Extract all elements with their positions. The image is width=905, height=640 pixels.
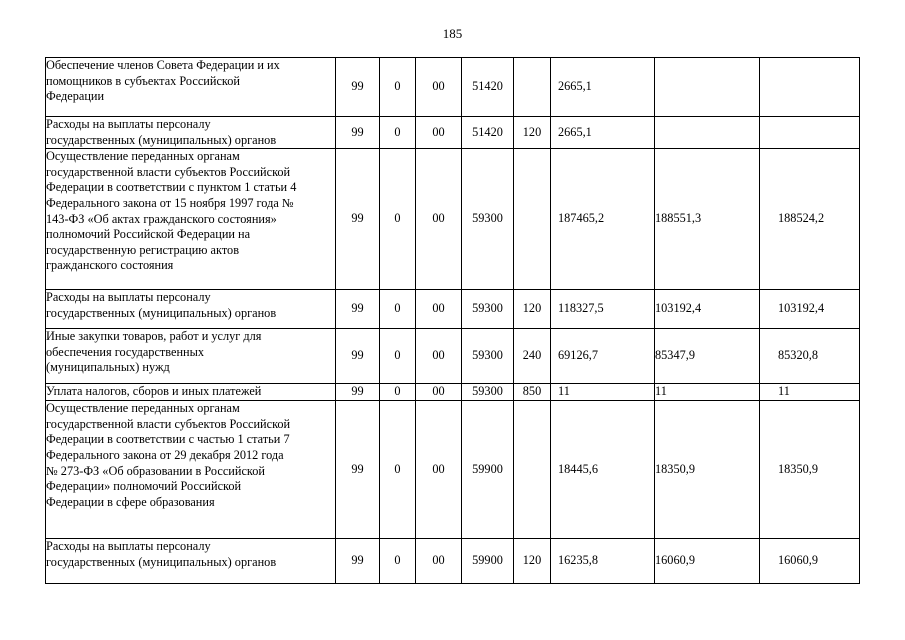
description-line: обеспечения государственных — [46, 344, 205, 359]
table-row — [46, 58, 860, 117]
description-line: (муниципальных) нужд — [46, 360, 170, 375]
description-line: Уплата налогов, сборов и иных платежей — [46, 384, 262, 399]
code-cell: 240 — [514, 329, 551, 384]
description-line: государственных (муниципальных) органов — [46, 305, 277, 320]
amount-cell: 85347,9 — [655, 329, 760, 384]
description-line: Расходы на выплаты персоналу — [46, 117, 211, 131]
code-cell: 0 — [380, 384, 416, 401]
amount-cell: 11 — [760, 384, 860, 401]
code-cell: 59900 — [462, 539, 514, 584]
item-description — [46, 149, 336, 290]
description-line: 143-ФЗ «Об актах гражданского состояния» — [46, 211, 277, 226]
description-line: Иные закупки товаров, работ и услуг для — [46, 329, 262, 344]
amount-cell: 188524,2 — [760, 149, 860, 290]
description-line: Федерации в сфере образования — [46, 494, 215, 509]
code-cell: 850 — [514, 384, 551, 401]
description-line: Осуществление переданных органам — [46, 401, 240, 416]
code-cell: 0 — [380, 149, 416, 290]
table-row — [46, 149, 860, 290]
budget-table — [45, 57, 860, 584]
description-line: гражданского состояния — [46, 258, 174, 273]
code-cell: 59300 — [462, 329, 514, 384]
amount-cell: 103192,4 — [655, 290, 760, 329]
description-line: Федерации в соответствии с пунктом 1 статьи 4 — [46, 180, 297, 195]
code-cell: 0 — [380, 58, 416, 117]
code-cell: 00 — [416, 329, 462, 384]
code-cell: 00 — [416, 290, 462, 329]
description-line: Обеспечение членов Совета Федерации и их — [46, 58, 280, 72]
budget-table-body — [46, 58, 860, 584]
amount-cell: 85320,8 — [760, 329, 860, 384]
table-row — [46, 329, 860, 384]
code-cell: 59300 — [462, 290, 514, 329]
table-row — [46, 384, 860, 401]
code-cell: 51420 — [462, 117, 514, 149]
code-cell: 99 — [336, 58, 380, 117]
code-cell: 00 — [416, 539, 462, 584]
description-line: государственных (муниципальных) органов — [46, 132, 277, 147]
amount-cell — [760, 117, 860, 149]
description-line: Федерации» полномочий Российской — [46, 479, 242, 494]
table-row — [46, 539, 860, 584]
amount-cell: 103192,4 — [760, 290, 860, 329]
amount-cell: 16060,9 — [760, 539, 860, 584]
description-line: № 273-ФЗ «Об образовании в Российской — [46, 463, 266, 478]
code-cell: 99 — [336, 149, 380, 290]
amount-cell: 11 — [655, 384, 760, 401]
item-description — [46, 117, 336, 149]
code-cell — [514, 58, 551, 117]
amount-cell — [655, 117, 760, 149]
code-cell: 00 — [416, 149, 462, 290]
code-cell: 00 — [416, 384, 462, 401]
description-line: государственную регистрацию актов — [46, 242, 239, 257]
description-line: Осуществление переданных органам — [46, 149, 240, 164]
description-line: Федерации в соответствии с частью 1 статьи 7 — [46, 432, 290, 447]
description-line: полномочий Российской Федерации на — [46, 227, 251, 242]
code-cell: 99 — [336, 117, 380, 149]
code-cell: 99 — [336, 290, 380, 329]
code-cell: 120 — [514, 290, 551, 329]
code-cell — [514, 149, 551, 290]
code-cell: 00 — [416, 117, 462, 149]
amount-cell: 16235,8 — [551, 539, 655, 584]
amount-cell: 2665,1 — [551, 58, 655, 117]
amount-cell: 69126,7 — [551, 329, 655, 384]
amount-cell: 11 — [551, 384, 655, 401]
amount-cell — [760, 58, 860, 117]
amount-cell: 18350,9 — [655, 401, 760, 539]
amount-cell: 18350,9 — [760, 401, 860, 539]
table-row — [46, 401, 860, 539]
description-line: Федерального закона от 29 декабря 2012 года — [46, 447, 284, 462]
code-cell: 99 — [336, 401, 380, 539]
description-line: Федерального закона от 15 ноября 1997 года № — [46, 195, 294, 210]
code-cell: 0 — [380, 329, 416, 384]
code-cell: 0 — [380, 290, 416, 329]
item-description — [46, 58, 336, 117]
code-cell: 0 — [380, 117, 416, 149]
code-cell: 59300 — [462, 384, 514, 401]
code-cell: 00 — [416, 58, 462, 117]
item-description — [46, 290, 336, 329]
description-line: помощников в субъектах Российской — [46, 73, 240, 88]
description-line: государственных (муниципальных) органов — [46, 554, 277, 569]
code-cell — [514, 401, 551, 539]
amount-cell: 18445,6 — [551, 401, 655, 539]
amount-cell: 16060,9 — [655, 539, 760, 584]
code-cell: 0 — [380, 539, 416, 584]
code-cell: 120 — [514, 539, 551, 584]
code-cell: 51420 — [462, 58, 514, 117]
item-description — [46, 401, 336, 539]
item-description — [46, 329, 336, 384]
code-cell: 99 — [336, 539, 380, 584]
description-line: государственной власти субъектов Российской — [46, 164, 291, 179]
description-line: Федерации — [46, 89, 105, 104]
code-cell: 59900 — [462, 401, 514, 539]
code-cell: 00 — [416, 401, 462, 539]
code-cell: 99 — [336, 384, 380, 401]
table-row — [46, 290, 860, 329]
code-cell: 59300 — [462, 149, 514, 290]
amount-cell: 2665,1 — [551, 117, 655, 149]
code-cell: 99 — [336, 329, 380, 384]
page-number: 185 — [442, 26, 463, 41]
amount-cell: 188551,3 — [655, 149, 760, 290]
amount-cell: 187465,2 — [551, 149, 655, 290]
table-row — [46, 117, 860, 149]
item-description — [46, 384, 336, 401]
code-cell: 120 — [514, 117, 551, 149]
item-description — [46, 539, 336, 584]
description-line: государственной власти субъектов Российской — [46, 416, 291, 431]
amount-cell: 118327,5 — [551, 290, 655, 329]
description-line: Расходы на выплаты персоналу — [46, 290, 211, 305]
code-cell: 0 — [380, 401, 416, 539]
description-line: Расходы на выплаты персоналу — [46, 539, 211, 554]
amount-cell — [655, 58, 760, 117]
